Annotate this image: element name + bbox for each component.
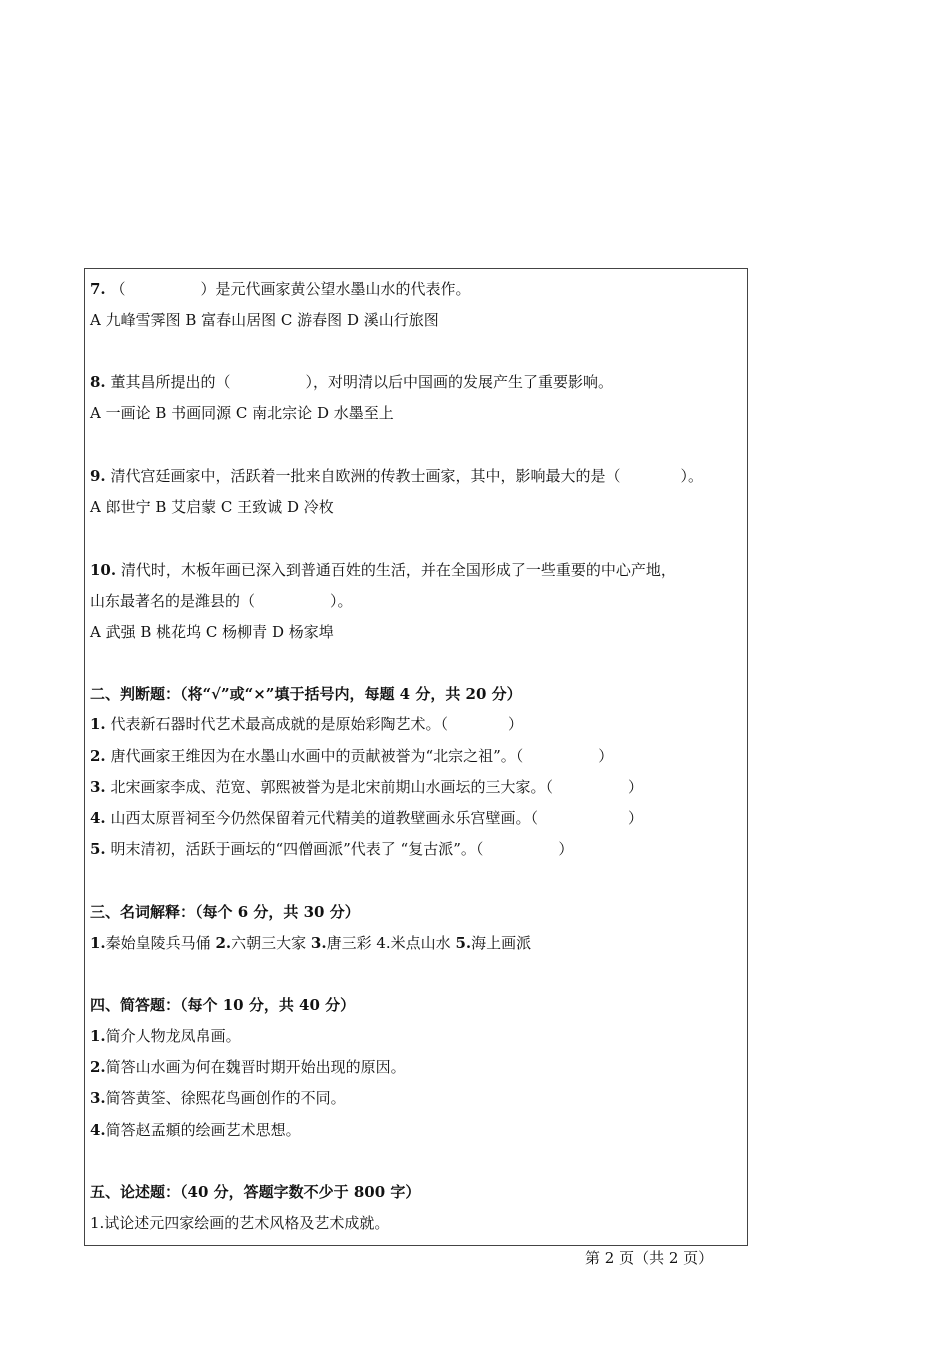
short-answer-3 (90, 1088, 346, 1108)
question-9-text: 清代宫廷画家中，活跃着一批来自欧洲的传教士画家，其中，影响最大的是（ ）。 (110, 467, 703, 485)
short-answer-1 (90, 1026, 241, 1046)
judge-item-3 (90, 777, 643, 797)
question-10-text-line2: 山东最著名的是潍县的（ ）。 (90, 592, 353, 610)
judge-item-2-text: 唐代画家王维因为在水墨山水画中的贡献被誉为“北宗之祖”。（ ） (110, 747, 614, 765)
question-8-number: 8. (90, 373, 106, 391)
section-2-heading: 二、判断题：（将“√”或“×”填于括号内，每题 4 分，共 20 分） (90, 685, 522, 703)
judge-item-1-text: 代表新石器时代艺术最高成就的是原始彩陶艺术。（ ） (110, 715, 523, 733)
short-answer-4-number: 4. (90, 1121, 106, 1139)
judge-item-2-number: 2. (90, 747, 106, 765)
term-1-text: 秦始皇陵兵马俑 (105, 934, 216, 952)
judge-item-5 (90, 839, 573, 859)
term-5-text: 海上画派 (471, 934, 532, 952)
question-10-number: 10. (90, 561, 117, 579)
judge-item-3-text: 北宋画家李成、范宽、郭熙被誉为是北宋前期山水画坛的三大家。（ ） (110, 778, 643, 796)
term-5-number: 5. (455, 934, 472, 952)
short-answer-3-number: 3. (90, 1089, 106, 1107)
question-8-options: A 一画论 B 书画同源 C 南北宗论 D 水墨至上 (90, 404, 394, 422)
judge-item-5-text: 明末清初，活跃于画坛的“四僧画派”代表了 “复古派”。（ ） (110, 840, 574, 858)
section-5-heading: 五、论述题：（40 分，答题字数不少于 800 字） (90, 1183, 421, 1201)
question-9 (90, 466, 703, 486)
page-number: 第 2 页（共 2 页） (585, 1249, 714, 1267)
judge-item-1 (90, 714, 523, 734)
judge-item-4-number: 4. (90, 809, 106, 827)
question-10 (90, 560, 676, 580)
section-3-heading: 三、名词解释：（每个 6 分，共 30 分） (90, 903, 360, 921)
question-7-text: （ ）是元代画家黄公望水墨山水的代表作。 (110, 280, 471, 298)
question-10-options: A 武强 B 桃花坞 C 杨柳青 D 杨家埠 (90, 623, 334, 641)
question-7 (90, 279, 470, 299)
short-answer-1-text: 简介人物龙凤帛画。 (105, 1027, 241, 1045)
term-list (90, 933, 531, 953)
short-answer-2-text: 简答山水画为何在魏晋时期开始出现的原因。 (105, 1058, 406, 1076)
judge-item-5-number: 5. (90, 840, 106, 858)
question-9-number: 9. (90, 467, 106, 485)
question-7-number: 7. (90, 280, 106, 298)
short-answer-4-text: 简答赵孟頫的绘画艺术思想。 (105, 1121, 301, 1139)
term-4-text: 米点山水 (390, 934, 456, 952)
short-answer-4 (90, 1120, 301, 1140)
short-answer-2-number: 2. (90, 1058, 106, 1076)
short-answer-1-number: 1. (90, 1027, 106, 1045)
short-answer-3-text: 简答黄筌、徐熙花鸟画创作的不同。 (105, 1089, 346, 1107)
term-1-number: 1. (90, 934, 106, 952)
essay-item-1: 1.试论述元四家绘画的艺术风格及艺术成就。 (90, 1214, 390, 1232)
judge-item-3-number: 3. (90, 778, 106, 796)
question-8-text: 董其昌所提出的（ ），对明清以后中国画的发展产生了重要影响。 (110, 373, 613, 391)
short-answer-2 (90, 1057, 406, 1077)
question-10-text-line1: 清代时，木板年画已深入到普通百姓的生活，并在全国形成了一些重要的中心产地， (120, 561, 676, 579)
judge-item-2 (90, 746, 613, 766)
term-3-text: 唐三彩 (326, 934, 377, 952)
judge-item-4 (90, 808, 643, 828)
term-2-number: 2. (215, 934, 232, 952)
term-3-number: 3. (310, 934, 327, 952)
question-9-options: A 郎世宁 B 艾启蒙 C 王致诚 D 冷枚 (90, 498, 334, 516)
section-4-heading: 四、简答题：（每个 10 分，共 40 分） (90, 996, 356, 1014)
question-7-options: A 九峰雪霁图 B 富春山居图 C 游春图 D 溪山行旅图 (90, 311, 439, 329)
term-2-text: 六朝三大家 (231, 934, 311, 952)
judge-item-4-text: 山西太原晋祠至今仍然保留着元代精美的道教壁画永乐宫壁画。（ ） (110, 809, 643, 827)
question-8 (90, 372, 613, 392)
judge-item-1-number: 1. (90, 715, 106, 733)
term-4-number: 4. (376, 934, 391, 952)
